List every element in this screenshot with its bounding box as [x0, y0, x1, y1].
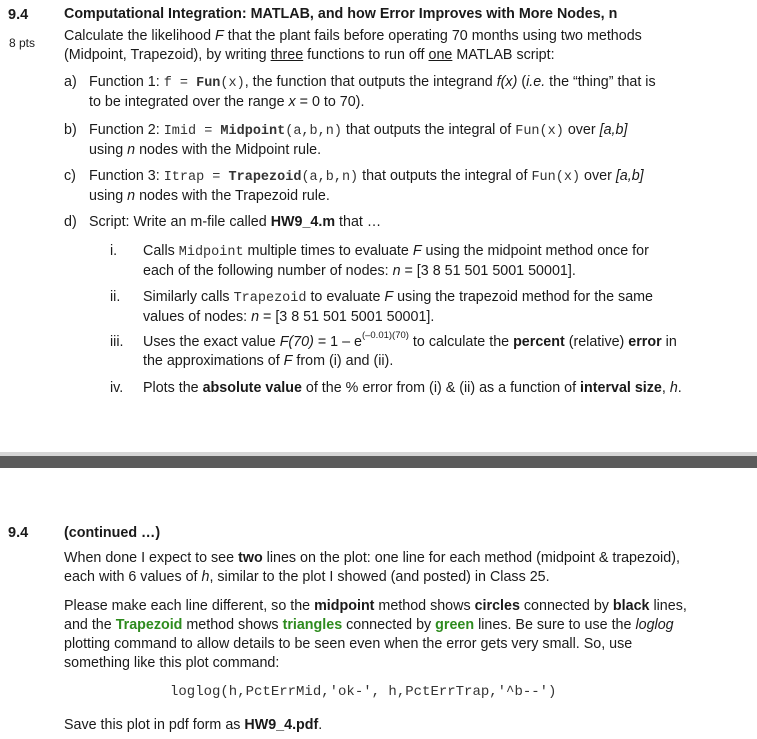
problem-number: 9.4: [8, 7, 29, 23]
continued-title: (continued …): [64, 525, 161, 541]
problem-number-continued: 9.4: [8, 525, 29, 541]
points-label: 8 pts: [9, 36, 36, 50]
save-instruction: Save this plot in pdf form as HW9_4.pdf.: [64, 717, 323, 733]
page-divider: [0, 456, 757, 468]
continued-para-1: When done I expect to see two lines on the plot: one line for each method (midpoint & trapezoid), each with 6 values of h, similar to the plot I showed (and posted) in Class 25.: [64, 550, 680, 585]
problem-intro: Calculate the likelihood F that the plant fails before operating 70 months using two methods (Midpoint, Trapezoid), by writing three functions to run off one MATLAB script:: [64, 28, 642, 63]
problem-title: Computational Integration: MATLAB, and how Error Improves with More Nodes, n: [64, 6, 618, 22]
continued-para-2: Please make each line different, so the midpoint method shows circles connected by black lines, and the Trapezoid method shows triangles connected by green lines. Be sure to use the loglog plotting command to allow details to be seen even when the error gets very small. So, use something like this plot command:: [64, 598, 687, 671]
plot-command-code: loglog(h,PctErrMid,'ok-', h,PctErrTrap,'^b--'): [170, 684, 557, 700]
